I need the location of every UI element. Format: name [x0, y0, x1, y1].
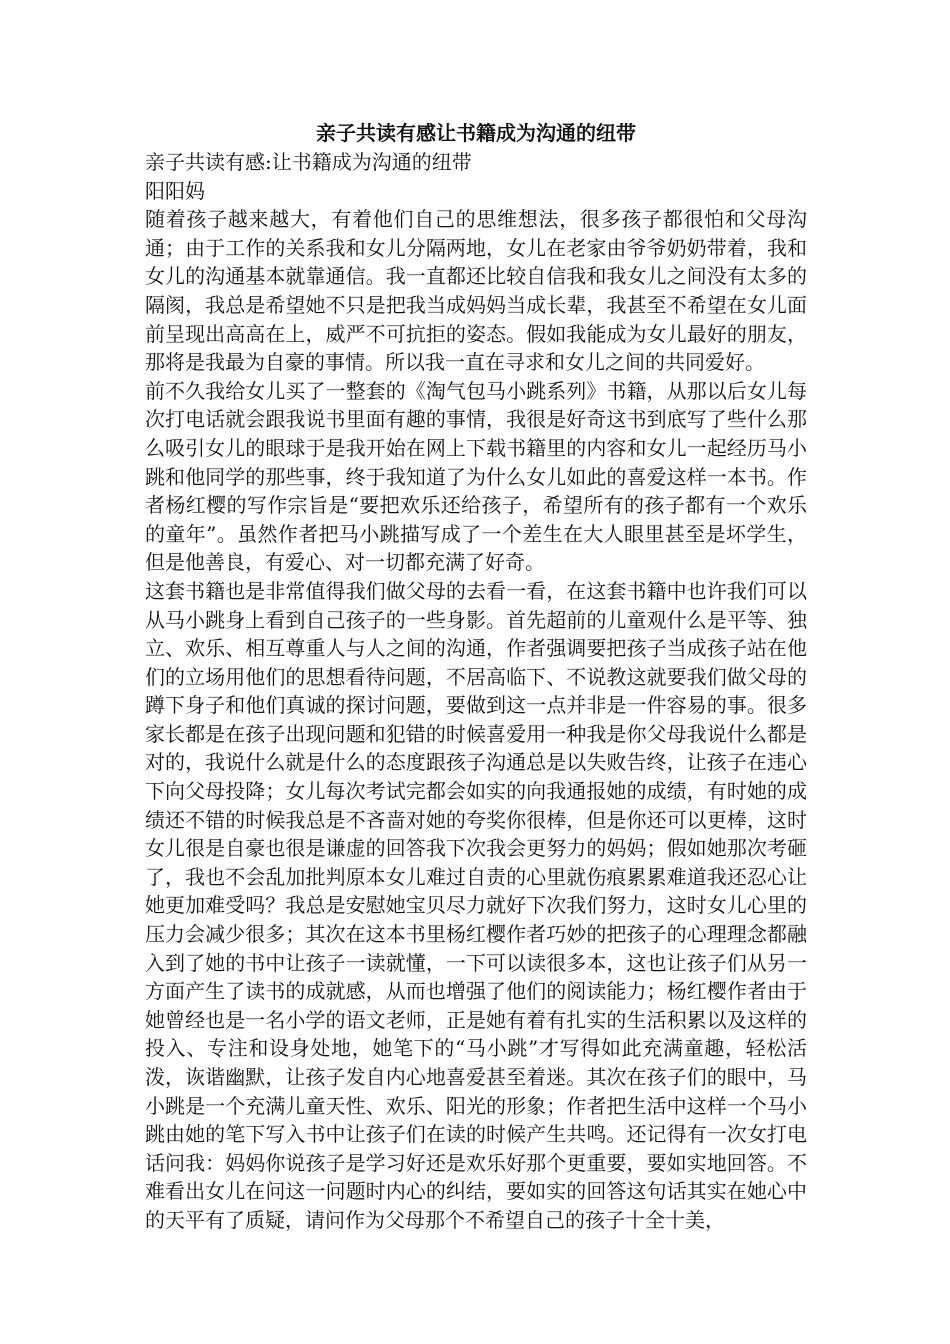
- paragraph: 随着孩子越来越大，有着他们自己的思维想法，很多孩子都很怕和父母沟通；由于工作的关系我和女儿分隔两地，女儿在老家由爷爷奶奶带着，我和女儿的沟通基本就靠通信。我一直都还比较自信我和我女儿之间没有太多的隔阂，我总是希望她不只是把我当成妈妈当成长辈，我甚至不希望在女儿面前呈现出高高在上，威严不可抗拒的姿态。假如我能成为女儿最好的朋友，那将是我最为自豪的事情。所以我一直在寻求和女儿之间的共同爱好。: [145, 207, 807, 375]
- document-title: 亲子共读有感让书籍成为沟通的纽带: [316, 121, 636, 145]
- document-author: 阳阳妈: [145, 178, 205, 203]
- paragraph: 前不久我给女儿买了一整套的《淘气包马小跳系列》书籍，从那以后女儿每次打电话就会跟我说书里面有趣的事情，我很是好奇这书到底写了些什么那么吸引女儿的眼球于是我开始在网上下载书籍里的内容和女儿一起经历马小跳和他同学的那些事，终于我知道了为什么女儿如此的喜爱这样一本书。作者杨红樱的写作宗旨是“要把欢乐还给孩子，希望所有的孩子都有一个欢乐的童年”。虽然作者把马小跳描写成了一个差生在大人眼里甚至是坏学生，但是他善良，有爱心、对一切都充满了好奇。: [145, 378, 807, 575]
- document-page: [145, 118, 807, 1235]
- document-subtitle: 亲子共读有感:让书籍成为沟通的纽带: [145, 150, 472, 174]
- paragraph: 这套书籍也是非常值得我们做父母的去看一看，在这套书籍中也许我们可以从马小跳身上看到自己孩子的一些身影。首先超前的儿童观什么是平等、独立、欢乐、相互尊重人与人之间的沟通，作者强调要把孩子当成孩子站在他们的立场用他们的思想看待问题，不居高临下、不说教这就要我们做父母的蹲下身子和他们真诚的探讨问题，要做到这一点并非是一件容易的事。很多家长都是在孩子出现问题和犯错的时候喜爱用一种我是你父母我说什么都是对的，我说什么就是什么的态度跟孩子沟通总是以失败告终，让孩子在违心下向父母投降；女儿每次考试完都会如实的向我通报她的成绩，有时她的成绩还不错的时候我总是不吝啬对她的夸奖你很棒，但是你还可以更棒，这时女儿很是自豪也很是谦虚的回答我下次我会更努力的妈妈；假如她那次考砸了，我也不会乱加批判原本女儿难过自责的心里就伤痕累累难道我还忍心让她更加难受吗？我总是安慰她宝贝尽力就好下次我们努力，这时女儿心里的压力会减少很多；其次在这本书里杨红樱作者巧妙的把孩子的心理理念都融入到了她的书中让孩子一读就懂，一下可以读很多本，这也让孩子们从另一方面产生了读书的成就感，从而也增强了他们的阅读能力；杨红樱作者由于她曾经也是一名小学的语文老师，正是她有着有扎实的生活积累以及这样的投入、专注和设身处地，她笔下的“马小跳”才写得如此充满童趣，轻松活泼，诙谐幽默，让孩子发自内心地喜爱甚至着迷。其次在孩子们的眼中，马小跳是一个充满儿童天性、欢乐、阳光的形象；作者把生活中这样一个马小跳由她的笔下写入书中让孩子们在读的时候产生共鸣。还记得有一次女打电话问我：妈妈你说孩子是学习好还是欢乐好那个更重要，要如实地回答。不难看出女儿在问这一问题时内心的纠结，要如实的回答这句话其实在她心中的天平有了质疑，请问作为父母那个不希望自己的孩子十全十美，: [145, 578, 807, 1232]
